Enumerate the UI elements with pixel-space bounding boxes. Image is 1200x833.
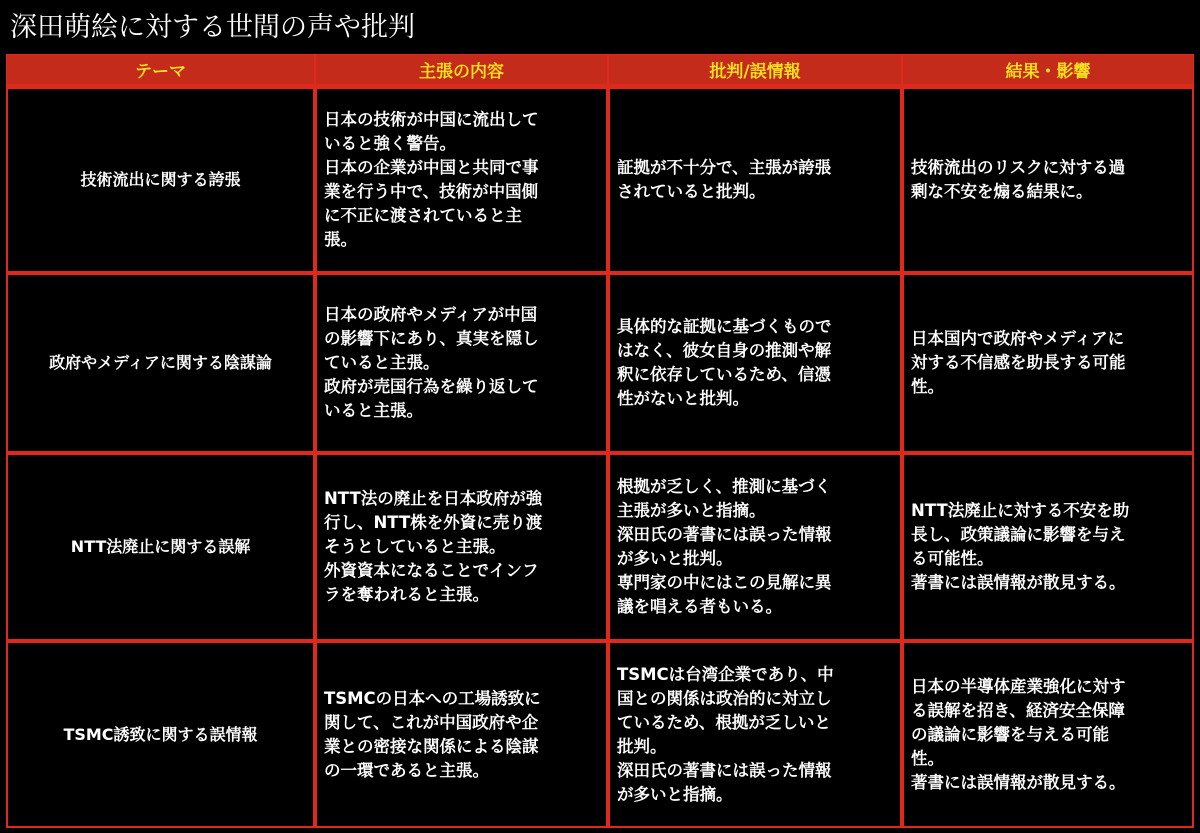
row-theme-cell — [6, 273, 315, 453]
row-criticism-cell — [608, 273, 902, 453]
row-impact: 日本国内で政府やメディアに 対する不信感を助長する可能 性。 — [911, 329, 1126, 396]
row-impact-cell — [902, 641, 1194, 828]
header-claim: 主張の内容 — [315, 54, 608, 87]
header-impact: 結果・影響 — [902, 54, 1194, 87]
row-impact: NTT法廃止に対する不安を助 長し、政策議論に影響を与え る可能性。 著書には誤情報が散見する。 — [911, 501, 1130, 592]
page-title: 深田萌絵に対する世間の声や批判 — [10, 12, 415, 43]
header-theme: テーマ — [6, 54, 315, 87]
row-impact: 技術流出のリスクに対する過 剰な不安を煽る結果に。 — [911, 158, 1126, 201]
row-theme: 政府やメディアに関する陰謀論 — [49, 353, 272, 372]
row-criticism-cell — [608, 453, 902, 641]
comparison-table — [6, 54, 1194, 828]
row-claim-cell — [315, 641, 608, 828]
row-criticism: 証拠が不十分で、主張が誇張 されていると批判。 — [617, 158, 832, 201]
row-theme: 技術流出に関する誇張 — [80, 170, 241, 189]
header-criticism: 批判/誤情報 — [608, 54, 902, 87]
row-criticism: TSMCは台湾企業であり、中 国との関係は政治的に対立し ているため、根拠が乏しいと 批判。 深田氏の著書には誤った情報 が多いと指摘。 — [617, 664, 834, 804]
row-impact-cell — [902, 273, 1194, 453]
row-impact-cell — [902, 453, 1194, 641]
row-criticism: 具体的な証拠に基づくもので はなく、彼女自身の推測や解 釈に依存しているため、信憑 性がないと批判。 — [617, 317, 832, 408]
row-claim-cell — [315, 453, 608, 641]
row-criticism: 根拠が乏しく、推測に基づく 主張が多いと指摘。 深田氏の著書には誤った情報 が多いと批判。 専門家の中にはこの見解に異 議を唱える者もいる。 — [617, 477, 832, 616]
row-theme-cell — [6, 641, 315, 828]
row-theme-cell — [6, 87, 315, 273]
row-criticism-cell — [608, 641, 902, 828]
row-impact: 日本の半導体産業強化に対す る誤解を招き、経済安全保障 の議論に影響を与える可能 性。 著書には誤情報が散見する。 — [911, 676, 1126, 792]
row-claim-cell — [315, 273, 608, 453]
row-claim: TSMCの日本への工場誘致に 関して、これが中国政府や企 業との密接な関係による陰謀 の一環であると主張。 — [324, 688, 541, 780]
row-theme: NTT法廃止に関する誤解 — [70, 537, 251, 556]
row-theme-cell — [6, 453, 315, 641]
row-claim-cell — [315, 87, 608, 273]
row-claim: 日本の技術が中国に流出して いると強く警告。 日本の企業が中国と共同で事 業を行う中で、技術が中国側 に不正に渡されていると主 張。 — [324, 110, 539, 249]
row-impact-cell — [902, 87, 1194, 273]
row-criticism-cell — [608, 87, 902, 273]
row-claim: NTT法の廃止を日本政府が強 行し、NTT株を外資に売り渡 そうとしていると主張。 外資資本になることでインフ ラを奪われると主張。 — [324, 489, 543, 604]
row-claim: 日本の政府やメディアが中国 の影響下にあり、真実を隠し ていると主張。 政府が売国行為を繰り返して いると主張。 — [324, 305, 539, 420]
row-theme: TSMC誘致に関する誤情報 — [63, 724, 258, 744]
